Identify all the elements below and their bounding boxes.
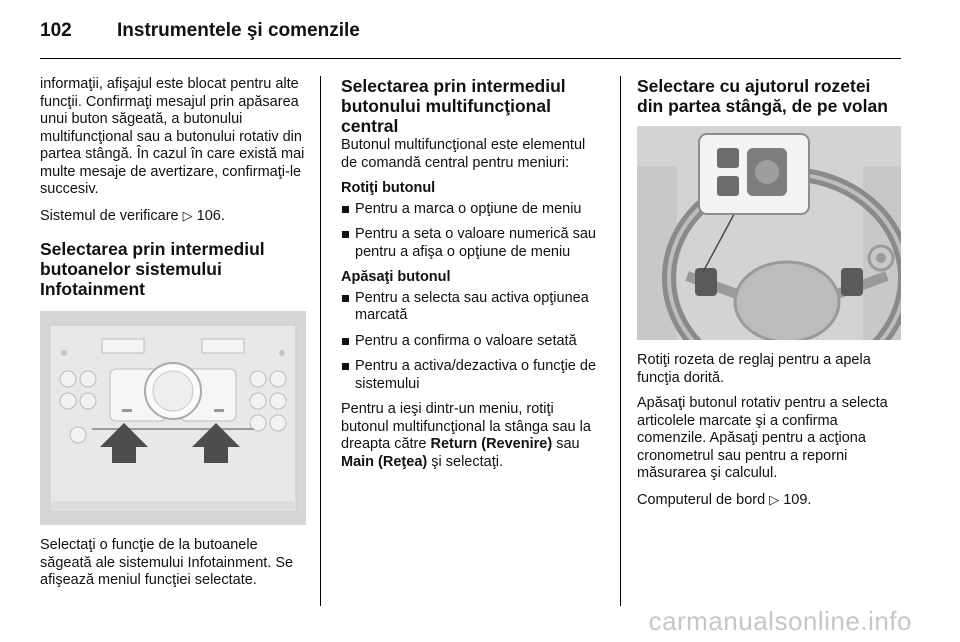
column-right (637, 76, 901, 517)
exit-menu-paragraph: Pentru a ieşi dintr-un meniu, rotiţi butonul multifuncţional la stânga sau la dreapta către Return (Revenire) sau Main (Reţea) şi selectaţi. (341, 401, 591, 470)
bullet-square-icon (342, 363, 349, 370)
reference-link[interactable]: 109. (783, 491, 812, 508)
header-rule (40, 58, 901, 59)
bullet-square-icon (342, 231, 349, 238)
figure-caption: Selectaţi o funcţie de la butoanele săgeată ale sistemului Infotainment. Se afişează meniul funcţiei selectate. (40, 537, 294, 588)
section-heading: Selectare cu ajutorul rozetei din partea stângă, de pe volan (637, 76, 888, 116)
watermark: carmanualsonline.info (648, 606, 912, 636)
list-item: Pentru a confirma o valoare setată (341, 333, 603, 351)
infotainment-panel-figure (40, 311, 306, 525)
arrow-reference-icon: ▷ (182, 207, 193, 223)
intro-paragraph: Butonul multifuncţional este elementul de comandă central pentru meniuri: (341, 137, 586, 171)
infotainment-panel-illustration (40, 311, 306, 525)
arrow-reference-icon: ▷ (769, 491, 780, 507)
column-divider (620, 76, 621, 606)
list-item: Pentru a marca o opţiune de meniu (341, 201, 603, 219)
column-middle (341, 76, 603, 479)
cross-reference: Computerul de bord ▷ 109. (637, 491, 812, 508)
list-item: Pentru a seta o valoare numerică sau pentru a afişa o opţiune de meniu (341, 226, 603, 261)
subheading-press: Apăsaţi butonul (341, 269, 451, 285)
section-heading: Selectarea prin intermediul butoanelor sistemului Infotainment (40, 239, 265, 299)
paragraph: informaţii, afişajul este blocat pentru alte funcţii. Confirmaţi mesajul prin apăsarea unui buton săgeată, a butonului multifuncţional sau a butonului rotativ din partea stângă. În cazul în care există mai multe mesaje de avertizare, confirmaţi-le succesiv. (40, 76, 305, 197)
return-label: Return (Revenire) (430, 436, 553, 452)
list-item: Pentru a selecta sau activa opţiunea marcată (341, 290, 603, 325)
paragraph: Apăsaţi butonul rotativ pentru a selecta articolele marcate şi a confirma comenzile. Apăsaţi pentru a acţiona cronometrul sau pentru a reporni măsurarea şi calculul. (637, 395, 888, 481)
cross-reference: Sistemul de verificare ▷ 106. (40, 207, 225, 224)
section-heading: Selectarea prin intermediul butonului multifuncţional central (341, 76, 566, 136)
bullet-square-icon (342, 206, 349, 213)
chapter-title: Instrumentele şi comenzile (117, 20, 360, 41)
subheading-rotate: Rotiţi butonul (341, 180, 436, 196)
bullet-square-icon (342, 338, 349, 345)
list-item: Pentru a activa/dezactiva o funcţie de sistemului (341, 358, 603, 393)
page-number: 102 (40, 20, 72, 41)
reference-link[interactable]: 106. (196, 207, 225, 224)
bullet-square-icon (342, 295, 349, 302)
main-label: Main (Reţea) (341, 453, 428, 470)
column-left (40, 76, 306, 598)
steering-wheel-illustration (637, 126, 901, 340)
column-divider (320, 76, 321, 606)
steering-wheel-figure (637, 126, 901, 340)
paragraph: Rotiţi rozeta de reglaj pentru a apela funcţia dorită. (637, 352, 871, 386)
